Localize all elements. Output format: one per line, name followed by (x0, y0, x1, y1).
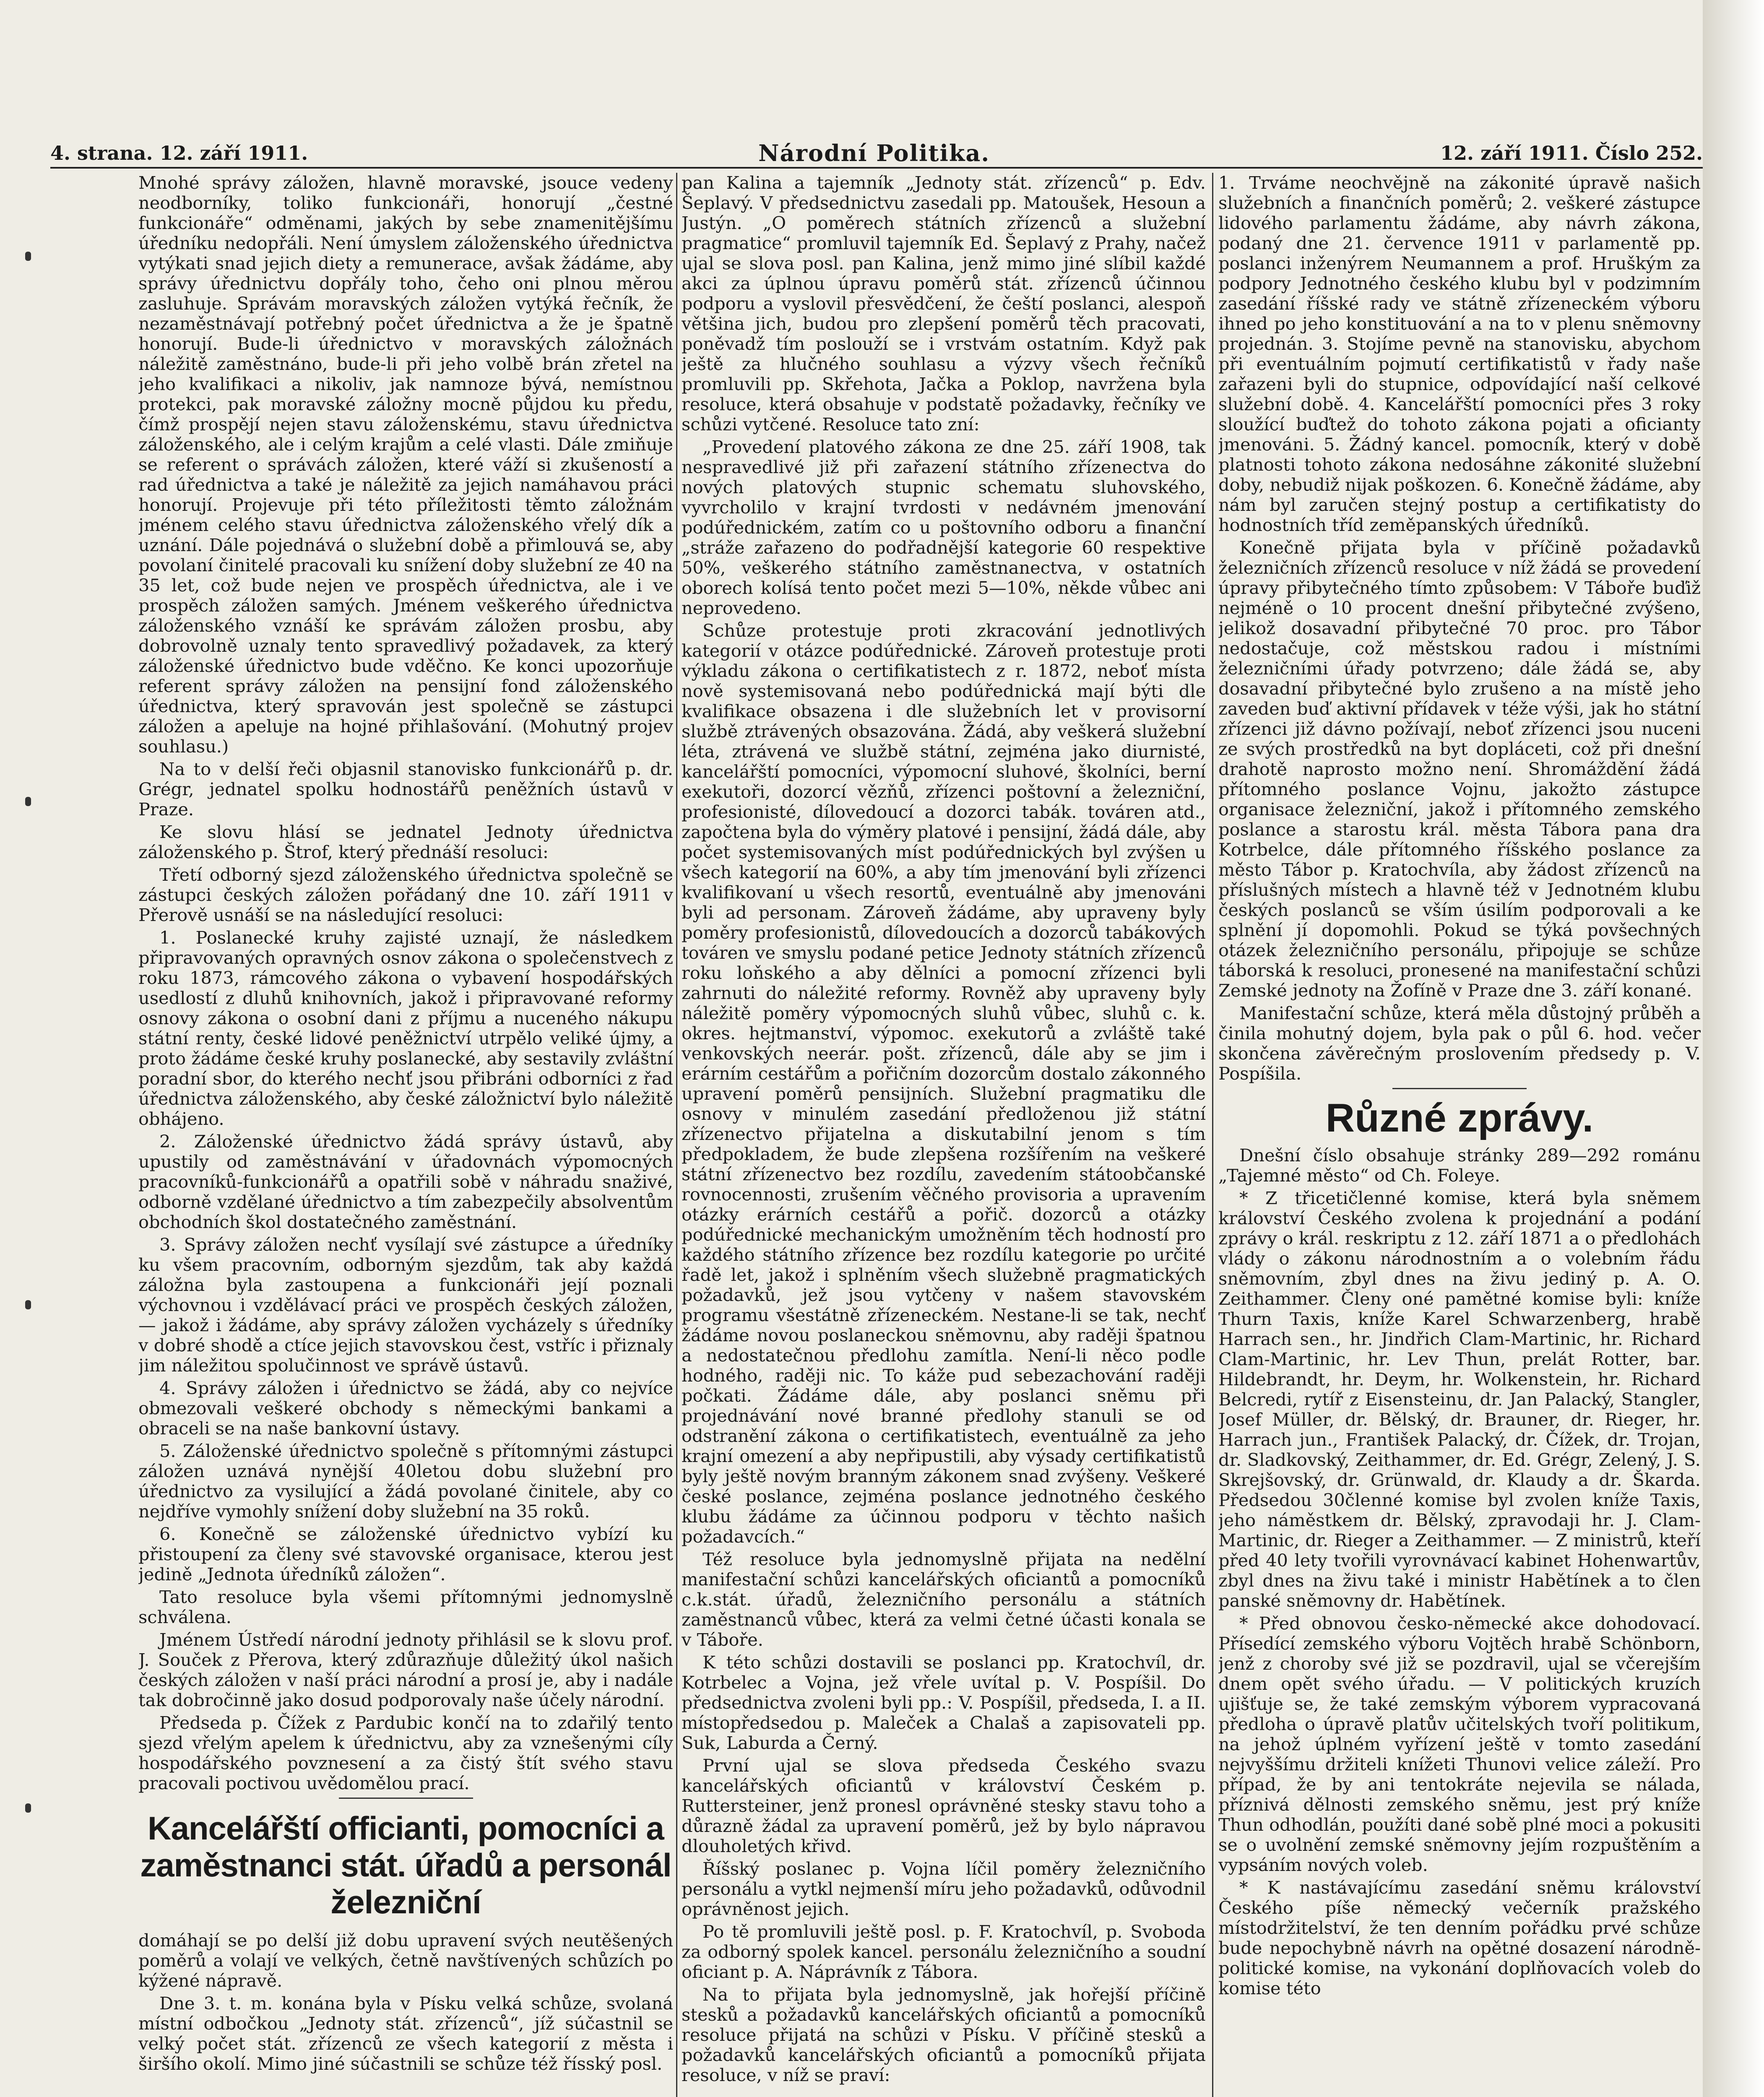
article-paragraph: Konečně přijata byla v příčině požadavků železničních zřízenců resoluce v níž žádá se provedení úpravy přibytečného tímto způsobem: V Táboře buďiž nejméně o 10 procent dnešní přibytečné zvýšeno, jelikož dosavadní přibytečné 70 proc. pro Tábor nedostačuje, což městskou radou i místními železničními úřady potvrzeno; dále žádá se, aby dosavadní přibytečné bylo zrušeno a na místě jeho zaveden buď aktivní přídavek v téže výši, jak ho státní zřízenci již dávno požívají, neboť zřízenci jsou nuceni ze svých prostředků na byt dopláceti, což při dnešní drahotě naprosto možno není. Shromáždění žádá přítomného poslance Vojnu, jakožto zástupce organisace železniční, jakož i přítomného zemského poslance a starostu král. města Tábora pana dra Kotrbelce, dále přítomného říšského poslance za město Tábor p. Kratochvíla, aby žádost zřízenců na příslušných místech a hlavně též v Jednotném klubu českých poslanců se vším úsilím podporovali a ke splnění jí dopomohli. Pokud se týká povšechných otázek železničního personálu, připojuje se schůze táborská k resoluci, pronesené na manifestační schůzi Zemské jednoty na Žofíně v Praze dne 3. září konané. (1218, 537, 1701, 1001)
article-paragraph: Manifestační schůze, která měla důstojný průběh a činila mohutný dojem, byla pak o půl 6. hod. večer skončena závěrečným proslovením předsedy p. V. Pospíšila. (1218, 1003, 1701, 1084)
news-item: * Z třicetičlenné komise, která byla sněmem království Českého zvolena k projednání a podání zprávy o král. reskriptu z 12. září 1871 a o předlohách vlády o zákonu národnostním a o volebním řádu sněmovním, zbyl dnes na živu jediný p. A. O. Zeithammer. Členy oné pamětné komise byli: kníže Thurn Taxis, kníže Karel Schwarzenberg, hrabě Harrach sen., hr. Jindřich Clam-Martinic, hr. Richard Clam-Martinic, hr. Lev Thun, prelát Rotter, bar. Hildebrandt, hr. Deym, hr. Wolkenstein, hr. Richard Belcredi, rytíř z Eisensteinu, dr. Jan Palacký, Stangler, Josef Müller, dr. Bělský, dr. Brauner, dr. Rieger, hr. Harrach jun., František Palacký, dr. Čížek, dr. Trojan, dr. Sladkovský, Zeithammer, dr. Ed. Grégr, Zelený, J. S. Skrejšovský, dr. Grünwald, dr. Klaudy a dr. Škarda. Předsedou 30členné komise byl zvolen kníže Taxis, jeho náměstkem dr. Bělský, zpravodaji hr. J. Clam-Martinic, dr. Rieger a Zeithammer. — Z ministrů, kteří před 40 lety tvořili vyrovnávací kabinet Hohenwartův, zbyl dnes na živu také i ministr Habětínek a to člen panské sněmovny dr. Habětínek. (1218, 1188, 1701, 1611)
article-headline: Kancelářští officianti, pomocníci a zaměstnanci stát. úřadů a personál železniční (140, 1810, 671, 1920)
article-paragraph: Též resoluce byla jednomyslně přijata na nedělní manifestační schůzi kancelářských oficiantů a pomocníků c.k.stát. úřadů, železničního personálu a státních zaměstnanců vůbec, která za velmi četné účasti konala se v Táboře. (682, 1549, 1206, 1650)
article-paragraph: Mnohé správy záložen, hlavně moravské, jsouce vedeny neodborníky, toliko funkcionáři, honorují „čestné funkcionáře“ odměnami, jakých by sebe znamenitějšímu úředníku nedopřáli. Není úmyslem záloženského úřednictva vytýkati snad jejich diety a remunerace, avšak žádáme, aby správy úřednictvu dopřály toho, čeho oni plnou měrou zasluhuje. Správám moravských záložen vytýká řečník, že nezaměstnávají potřebný počet úřednictva a že je špatně honorují. Bude-li úřednictvo v moravských záložnách náležitě zaměstnáno, bude-li při jeho volbě brán zřetel na jeho kvalifikaci a nikoliv, jak namnoze bývá, nemístnou protekci, pak moravské záložny mocně půjdou ku předu, čímž prospějí nejen stavu záloženskému, stavu úřednictva záloženského, ale i celým krajům a celé vlasti. Dále zmiňuje se referent o správách záložen, které váží si zkušeností a rad úřednictva a také je náležitě za jejich namáhavou práci honorují. Projevuje při této příležitosti těmto záložnám jménem celého stavu úřednictva záloženského vřelý dík a uznání. Dále pojednává o služební době a přimlouvá se, aby povolaní činitelé pracovali ku snížení doby služební ze 40 na 35 let, což bude nejen ve prospěch úřednictva, ale i ve prospěch záložen samých. Jménem veškerého úřednictva záloženského vznáší ke správám záložen prosbu, aby dobrovolně uznaly tento spravedlivý požadavek, za který záloženské úřednictvo bude vděčno. Ke konci upozorňuje referent správy záložen na pensijní fond záloženského úřednictva, který spravován jest společně se zástupci záložen a apeluje na hojné přihlašování. (Mohutný projev souhlasu.) (138, 173, 673, 757)
column-2 (682, 173, 1206, 2097)
article-paragraph: Ke slovu hlásí se jednatel Jednoty úřednictva záloženského p. Štrof, který přednáší resoluci: (138, 822, 673, 862)
column-3 (1218, 173, 1701, 2097)
section-separator (1392, 1088, 1527, 1089)
article-paragraph: Po tě promluvili ještě posl. p. F. Kratochvíl, p. Svoboda za odborný spolek kancel. personálu železničního a soudní oficiant p. A. Náprávník z Tábora. (682, 1921, 1206, 1982)
article-separator (339, 1798, 473, 1799)
article-paragraph: Na to v delší řeči objasnil stanovisko funkcionářů p. dr. Grégr, jednatel spolku hodnostářů peněžních ústavů v Praze. (138, 759, 673, 820)
binding-hole (25, 1300, 31, 1309)
article-paragraph: Tato resoluce byla všemi přítomnými jednomyslně schválena. (138, 1587, 673, 1627)
header-issue-number: 12. září 1911. Číslo 252. (1440, 142, 1703, 164)
header-rule (50, 167, 1703, 169)
header-page-date: 4. strana. 12. září 1911. (50, 142, 308, 164)
resolution-item: 2. Záloženské úřednictvo žádá správy ústavů, aby upustily od zaměstnávání v úřadovnách výpomocných pracovníků-funkcionářů a opatřili sobě v náhradu snaživé, odborně vzdělané úřednictvo a tím zabezpečily absolventům obchodních škol dostatečného zaměstnání. (138, 1131, 673, 1232)
news-item: Dnešní číslo obsahuje stránky 289—292 románu „Tajemné město“ od Ch. Foleye. (1218, 1145, 1701, 1186)
article-paragraph: 1. Trváme neochvějně na zákonité úpravě našich služebních a finančních poměrů; 2. veškeré zástupce lidového parlamentu žádáme, aby návrh zákona, podaný dne 21. července 1911 v parlamentě pp. poslanci inženýrem Neumannem a prof. Hruškým za podpory Jednotného českého klubu byl v podzimním zasedání říšské rady ve státně zřízeneckém výboru ihned po jeho konstituování a na to v plenu sněmovny projednán. 3. Stojíme pevně na stanovisku, abychom při eventuálním pojmutí certifikatistů v řady naše zařazeni byli do stupnice, odpovídající naší celkové služební době. 4. Kancelářští pomocníci přes 3 roky sloužící buďtež do tohoto zákona pojati a oficianty jmenováni. 5. Žádný kancel. pomocník, který v době platnosti tohoto zákona nedosáhne zákonité služební doby, nebudiž nijak poškozen. 6. Konečně žádáme, aby nám byl zaručen stejný postup a certifikatisty do hodnostních tříd zeměpanských úředníků. (1218, 173, 1701, 535)
resolution-item: 3. Správy záložen nechť vysílají své zástupce a úředníky ku všem pracovním, odborným sjezdům, tak aby každá záložna byla zastoupena a funkcionáři její poznali výchovnou i vzdělávací práci ve prospěch českých záložen, — jakož i žádáme, aby správy záložen vycházely s úředníky v dobré shodě a ctíce jejich stavovskou čest, vstříc i přiznaly jim náležitou spolučinnost ve správě ústavů. (138, 1234, 673, 1376)
article-paragraph: K této schůzi dostavili se poslanci pp. Kratochvíl, dr. Kotrbelec a Vojna, jež vřele uvítal p. V. Pospíšil. Do předsednictva zvoleni byli pp.: V. Pospíšil, předseda, I. a II. místopředsedou p. Maleček a Chalaš a zapisovateli pp. Suk, Laburda a Černý. (682, 1652, 1206, 1753)
resolution-item: 5. Záloženské úřednictvo společně s přítomnými zástupci záložen uznává nynější 40letou dobu služební pro úřednictvo za vysilující a žádá povolané činitele, aby co nejdříve vymohly snížení doby služební na 35 roků. (138, 1441, 673, 1522)
binding-hole (25, 252, 31, 261)
article-paragraph: Jménem Ústředí národní jednoty přihlásil se k slovu prof. J. Souček z Přerova, který zdůrazňuje důležitý úkol našich českých záložen v naší práci národní a prosí je, aby i nadále tak dobročinně jako dosud podporovaly naše účely národní. (138, 1629, 673, 1710)
article-paragraph: pan Kalina a tajemník „Jednoty stát. zřízenců“ p. Edv. Šeplavý. V předsednictvu zasedali pp. Matoušek, Hesoun a Justýn. „O poměrech státních zřízenců a služební pragmatice“ promluvil tajemník Ed. Šeplavý z Prahy, načež ujal se slova posl. pan Kalina, jenž mimo jiné slíbil každé akci za úplnou úpravu poměrů stát. zřízenců účinnou podporu a vyslovil přesvědčení, že čeští poslanci, alespoň většina jich, budou pro zlepšení poměrů těch pracovati, poněvadž tím poslouží se i vrstvám ostatním. Když pak ještě za hlučného souhlasu a výzvy všech řečníků promluvili pp. Skřehota, Jačka a Poklop, navržena byla resoluce, která obsahuje v podstatě požadavky, řečníky ve schůzi vytčené. Resoluce tato zní: (682, 173, 1206, 434)
column-1 (138, 173, 673, 2097)
page-header (50, 138, 1703, 168)
binding-hole (25, 797, 31, 806)
resolution-item: 6. Konečně se záloženské úřednictvo vybízí ku přistoupení za členy své stavovské organisace, kterou jest jedině „Jednota úředníků záložen“. (138, 1524, 673, 1584)
column-divider (1212, 173, 1213, 2097)
news-item: * K nastávajícímu zasedání sněmu království Českého píše německý večerník pražského místodržitelství, že ten denním pořádku prvé schůze bude nepochybně návrh na opětné dosazení národně-politické komise, na vykonání doplňovacích voleb do komise této (1218, 1877, 1701, 1998)
column-divider (676, 173, 677, 2097)
page-edge (1703, 0, 1764, 2097)
news-item: * Před obnovou česko-německé akce dohodovací. Přísedící zemského výboru Vojtěch hrabě Schönborn, jenž z choroby své již se pozdravil, ujal se včerejším dnem opět svého úřadu. — V politických kruzích ujišťuje se, že také zemským výborem vypracovaná předloha o úpravě platův učitelských tvoří politikum, na jehož úplném vyřízení ještě v tomto zasedání nejvyššímu držiteli knížeti Thunovi velice záleží. Pro případ, že by ani tentokráte nejevila se nálada, příznivá dělnosti zemského sněmu, jest prý kníže Thun odhodlán, použíti dané sobě plné moci a pokusiti se o uvolnění zemské sněmovny jejím rozpuštěním a vypsáním nových voleb. (1218, 1613, 1701, 1875)
article-paragraph: Třetí odborný sjezd záloženského úřednictva společně se zástupci českých záložen pořádaný dne 10. září 1911 v Přerově usnáší se na následující resoluci: (138, 864, 673, 925)
masthead-title: Národní Politika. (758, 140, 990, 167)
binding-hole (25, 1803, 31, 1813)
article-paragraph: Říšský poslanec p. Vojna líčil poměry železničního personálu a vytkl nejmenší míru jeho požadavků, odůvodnil oprávněnost jejich. (682, 1858, 1206, 1919)
article-paragraph: Na to přijata byla jednomyslně, jak hořejší příčině stesků a požadavků kancelářských oficiantů a pomocníků resoluce přijatá na schůzi v Písku. V příčině stesků a požadavků kancelářských oficiantů a pomocníků přijata resoluce, v níž se praví: (682, 1984, 1206, 2085)
resolution-quote: „Provedení platového zákona ze dne 25. září 1908, tak nespravedlivé již při zařazení státního zřízenectva do nových platových stupnic schematu sluhovského, vyvrcholilo v krajní tvrdosti v nedávném jmenování podúřednickém, zatím co u poštovního odboru a finanční „stráže zařazeno do podřadnější kategorie 60 respektive 50%, veškerého státního zaměstnanectva, v ostatních oborech kolísá tento počet mezi 5—10%, někde vůbec ani neprovedeno. (682, 437, 1206, 618)
section-title: Různé zprávy. (1325, 1095, 1594, 1140)
binding-holes (17, 0, 42, 2097)
article-paragraph: Předseda p. Čížek z Pardubic končí na to zdařilý tento sjezd vřelým apelem k úřednictvu, aby za vznešenými cíly hospodářského povznesení a za čistý štít svého stavu pracovali poctivou uvědomělou prací. (138, 1712, 673, 1793)
resolution-quote: Schůze protestuje proti zkracování jednotlivých kategorií v otázce podúřednické. Zároveň protestuje proti výkladu zákona o certifikatistech z r. 1872, neboť místa nově systemisovaná nebo podúřednická mají býti dle kvalifikace obsazena i dle služebních let v provisorní službě ztrávených obsazována. Žádá, aby veškerá služební léta, ztrávená ve službě státní, zejména jako diurnisté, kancelářští pomocníci, výpomocní sluhové, školníci, berní exekutoři, dozorcí vězňů, zřízenci poštovní a železniční, profesionisté, dílovedoucí a dozorci tabák. továren atd., započtena byla do výměry platové i pensijní, žádá dále, aby počet systemisovaných míst podúřednických byl zvýšen u všech kategorií na 60%, a aby tím jmenování byli zřízenci kvalifikovaní u všech resortů, eventuálně aby jmenováni byli ad personam. Zároveň žádáme, aby upraveny byly poměry profesionistů, dílovedoucích a dozorců tabákových továren ve smyslu podané petice Jednoty státních zřízenců roku loňského a aby dělníci a pomocní zřízenci byli zahrnuti do náležité reformy. Rovněž aby upraveny byly náležitě poměry výpomocných sluhů vůbec, sluhů c. k. okres. hejtmanství, výpomoc. exekutorů a zvláště také venkovských neerár. pošt. zřízenců, dále aby se jim i erárním cestářům a pořičním dozorcům dostalo zákonného upravení poměrů pensijních. Služební pragmatiku dle osnovy v minulém zasedání předloženou již státní zřízenectvo přijatelna a diskutabilní jenom s tím předpokladem, že bude zlepšena rozšířením na veškeré státní zřízenectvo bez rozdílu, zavedením státoobčanské rovnocennosti, zrušením věčného provisoria a upravením otázky erárních cestářů a pořič. dozorců a otázky podúřednické mechanickým umožněním těch hodností pro každého státního zřízence bez rozdílu kategorie po určité řadě let, jakož i splněním všech služebně pragmatických požadavků, jež jsou vytčeny v našem stavovském programu všestátně zřízeneckém. Nestane-li se tak, nechť žádáme novou poslaneckou sněmovnu, aby raději špatnou a nedostatečnou předlohu zamítla. Není-li něco podle hodného, raději nic. To káže pud sebezachování raději počkati. Žádáme dále, aby poslanci sněmu při projednávání nové branné předlohy stanuli se od odstranění zákona o certifikatistech, eventuálně za jeho krajní omezení a aby nepřipustili, aby výsady certifikatistů byly ještě novým branným zákonem snad zvýšeny. Veškeré české poslance, zejména poslance jednotného českého klubu žádáme za účinnou podporu v těchto našich požadavcích.“ (682, 620, 1206, 1547)
resolution-item: 4. Správy záložen i úřednictvo se žádá, aby co nejvíce obmezovali veškeré obchody s německými bankami a obraceli se na naše bankovní ústavy. (138, 1378, 673, 1439)
article-paragraph: Dne 3. t. m. konána byla v Písku velká schůze, svolaná místní odbočkou „Jednoty stát. zřízenců“, jíž súčastnil se velký počet stát. zřízenců ze všech kategorií z města i širšího okolí. Mimo jiné súčastnili se schůze též řísský posl. (138, 1993, 673, 2074)
article-paragraph: domáhají se po delší již dobu upravení svých neutěšených poměrů a volají ve velkých, četně navštívených schůzích po kýžené nápravě. (138, 1930, 673, 1991)
resolution-item: 1. Poslanecké kruhy zajisté uznají, že následkem připravovaných opravných osnov zákona o společenstvech z roku 1873, rámcového zákona o vybavení hospodářských usedlostí z dluhů knihovních, jakož i připravované reformy osnovy zákona o osobní dani z příjmu a nuceného nákupu státní renty, české lidové peněžnictví utrpělo veliké újmy, a proto žádáme české kruhy poslanecké, aby sestavily zvláštní poradní sbor, do kterého nechť jsou přibráni odborníci z řad úřednictva záloženského, aby české záložnictví bylo náležitě obhájeno. (138, 927, 673, 1129)
article-paragraph: První ujal se slova předseda Českého svazu kancelářských oficiantů v království Českém p. Ruttersteiner, jenž pronesl oprávněné stesky stavu toho a důrazně žádal za upravení poměrů, jež by bylo nápravou dlouholetých křivd. (682, 1755, 1206, 1856)
